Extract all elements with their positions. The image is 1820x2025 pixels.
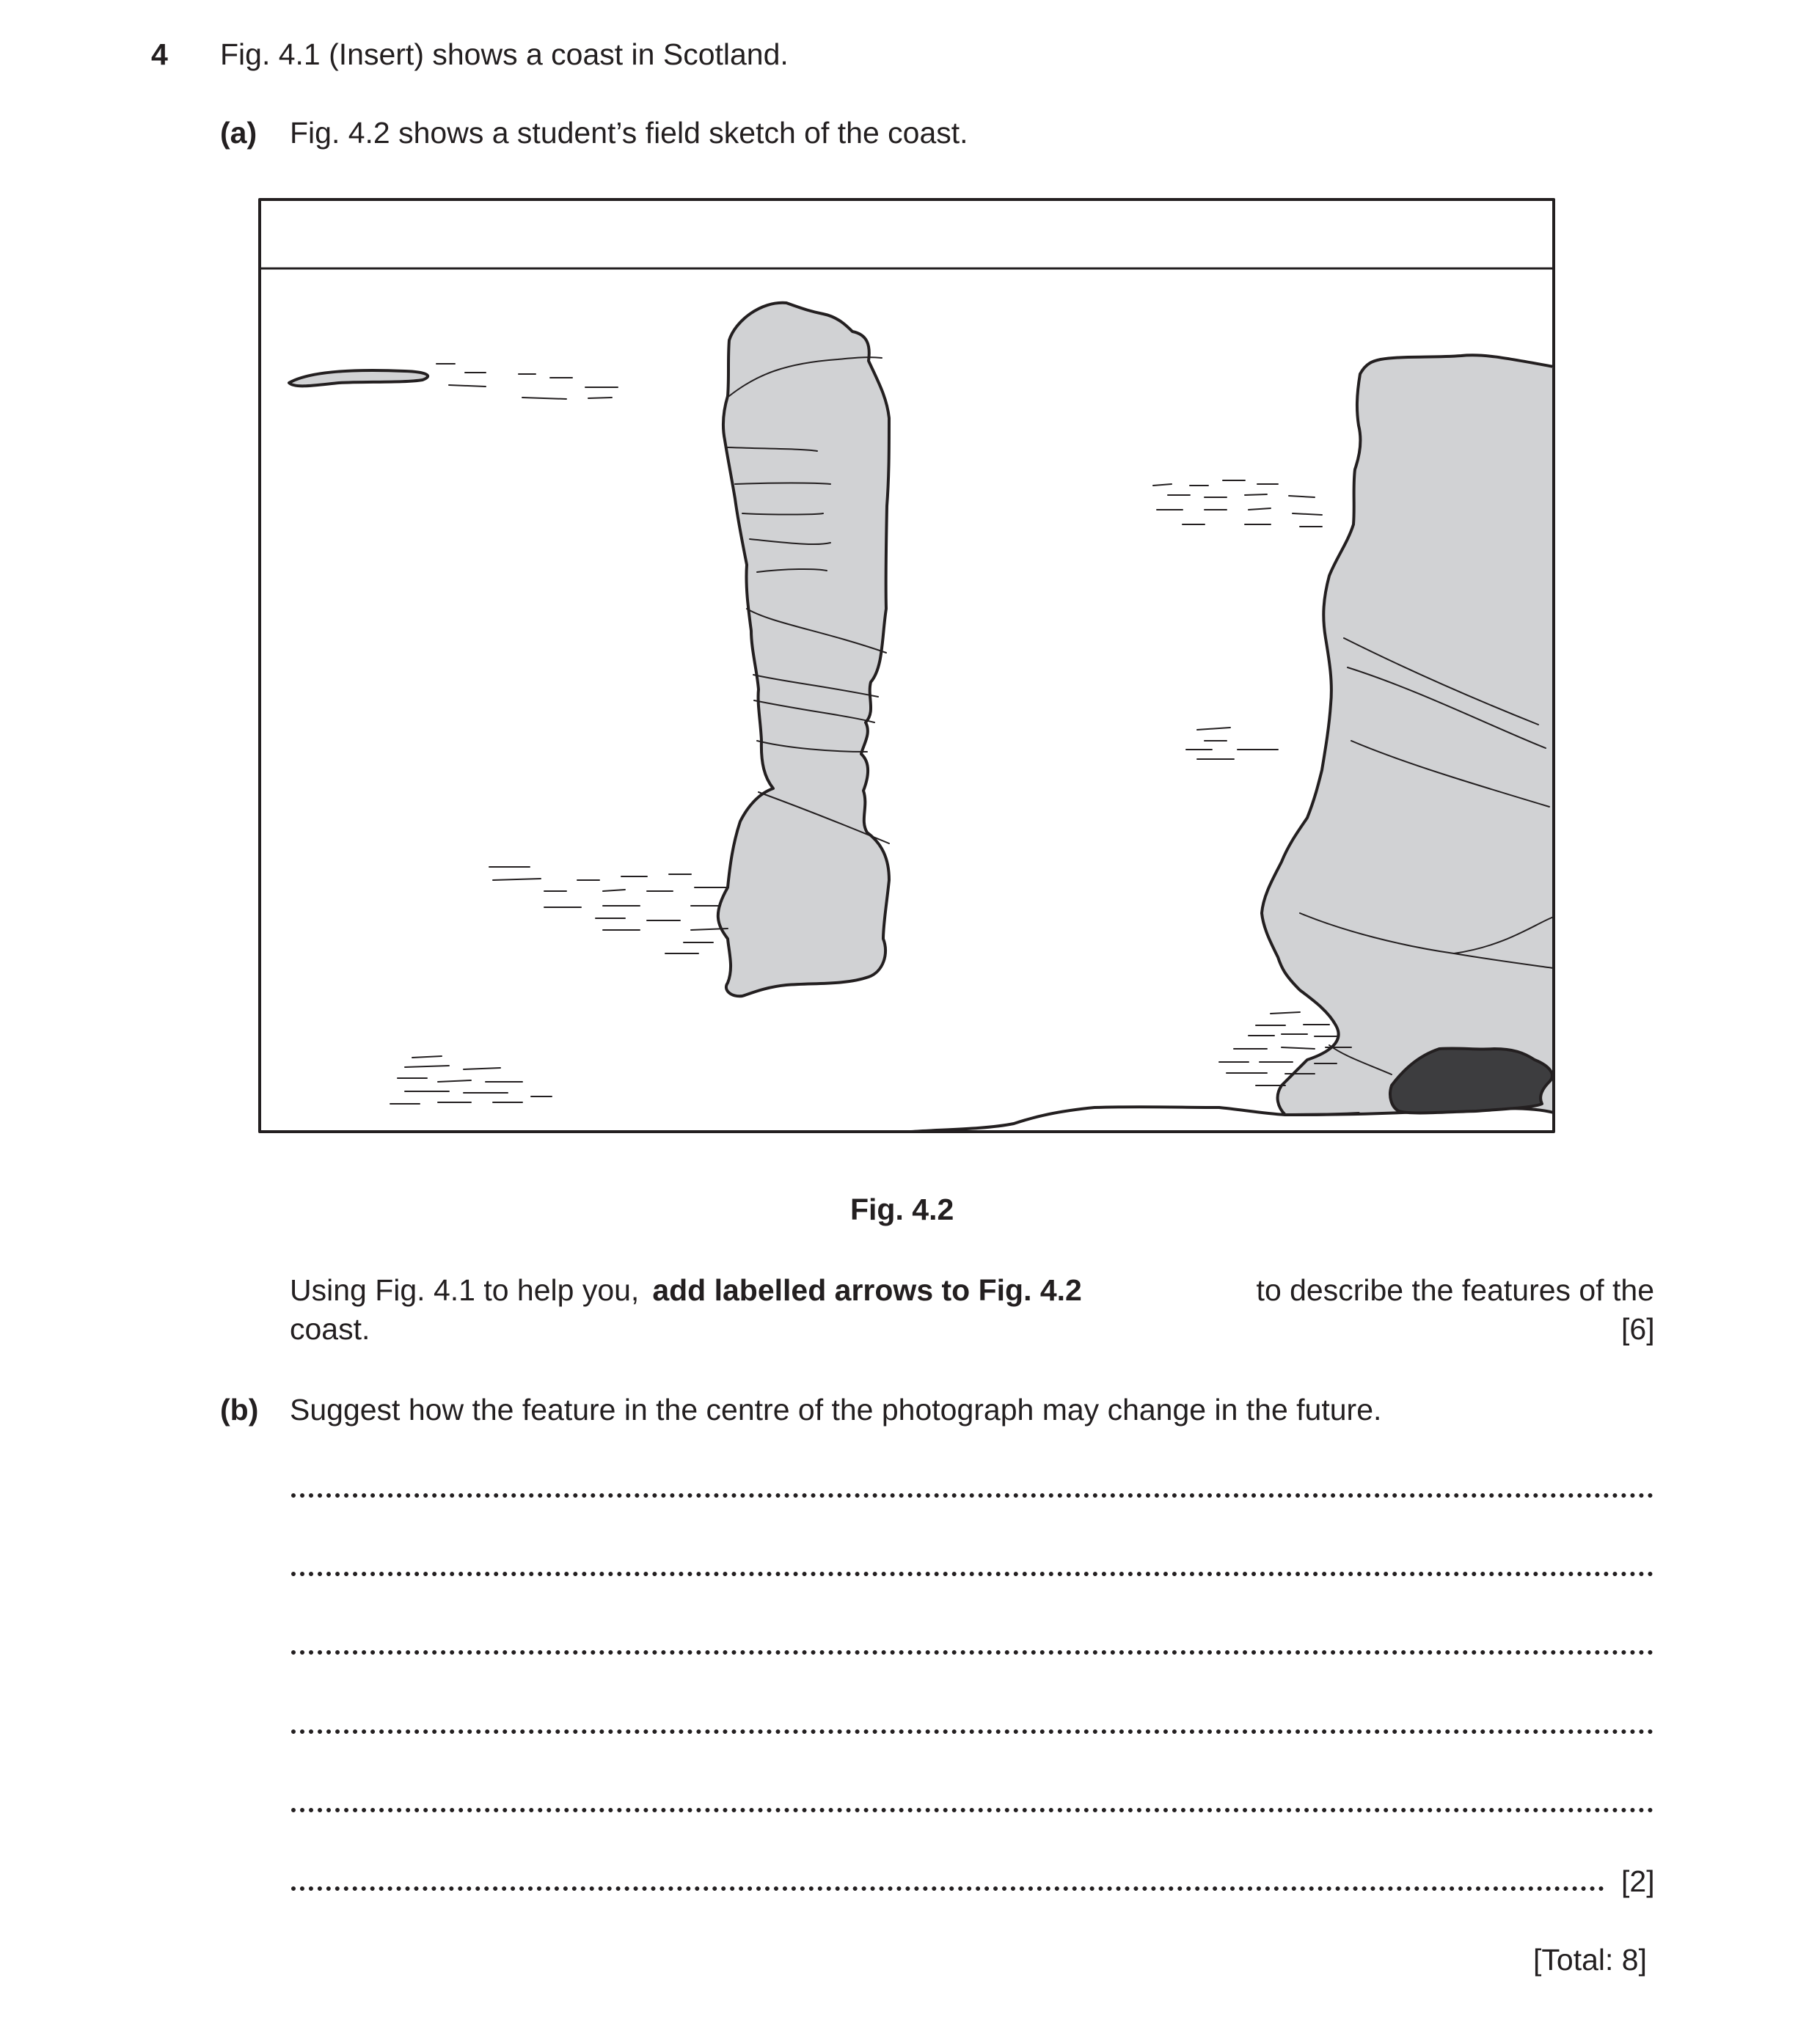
part-a-label: (a) bbox=[220, 116, 257, 150]
total-marks: [Total: 8] bbox=[1533, 1943, 1647, 1977]
part-b-label: (b) bbox=[220, 1393, 259, 1427]
question-intro: Fig. 4.1 (Insert) shows a coast in Scotland. bbox=[220, 37, 789, 71]
answer-line[interactable] bbox=[291, 1886, 1604, 1891]
field-sketch-figure[interactable] bbox=[258, 198, 1555, 1133]
answer-line[interactable] bbox=[291, 1493, 1653, 1498]
question-number: 4 bbox=[151, 37, 168, 71]
answer-line[interactable] bbox=[291, 1650, 1653, 1655]
sea-stack bbox=[718, 303, 889, 996]
distant-island bbox=[289, 370, 428, 386]
part-b-text: Suggest how the feature in the centre of the photograph may change in the future. bbox=[290, 1393, 1382, 1427]
answer-line[interactable] bbox=[291, 1729, 1653, 1734]
figure-caption: Fig. 4.2 bbox=[850, 1193, 954, 1226]
part-a-text: Fig. 4.2 shows a student’s field sketch of the coast. bbox=[290, 116, 968, 150]
answer-line[interactable] bbox=[291, 1808, 1653, 1812]
part-a-instruction-line1 bbox=[290, 1272, 1654, 1308]
instruction-bold: add labelled arrows to Fig. 4.2 bbox=[652, 1273, 1082, 1307]
part-b-marks: [2] bbox=[1621, 1864, 1655, 1898]
part-a-marks: [6] bbox=[1621, 1312, 1655, 1346]
part-a-instruction-line2: coast. bbox=[290, 1312, 370, 1346]
instruction-post: to describe the features of the bbox=[1256, 1273, 1654, 1307]
instruction-pre: Using Fig. 4.1 to help you, bbox=[290, 1273, 640, 1307]
answer-line[interactable] bbox=[291, 1572, 1653, 1576]
cliff bbox=[1262, 355, 1554, 1115]
